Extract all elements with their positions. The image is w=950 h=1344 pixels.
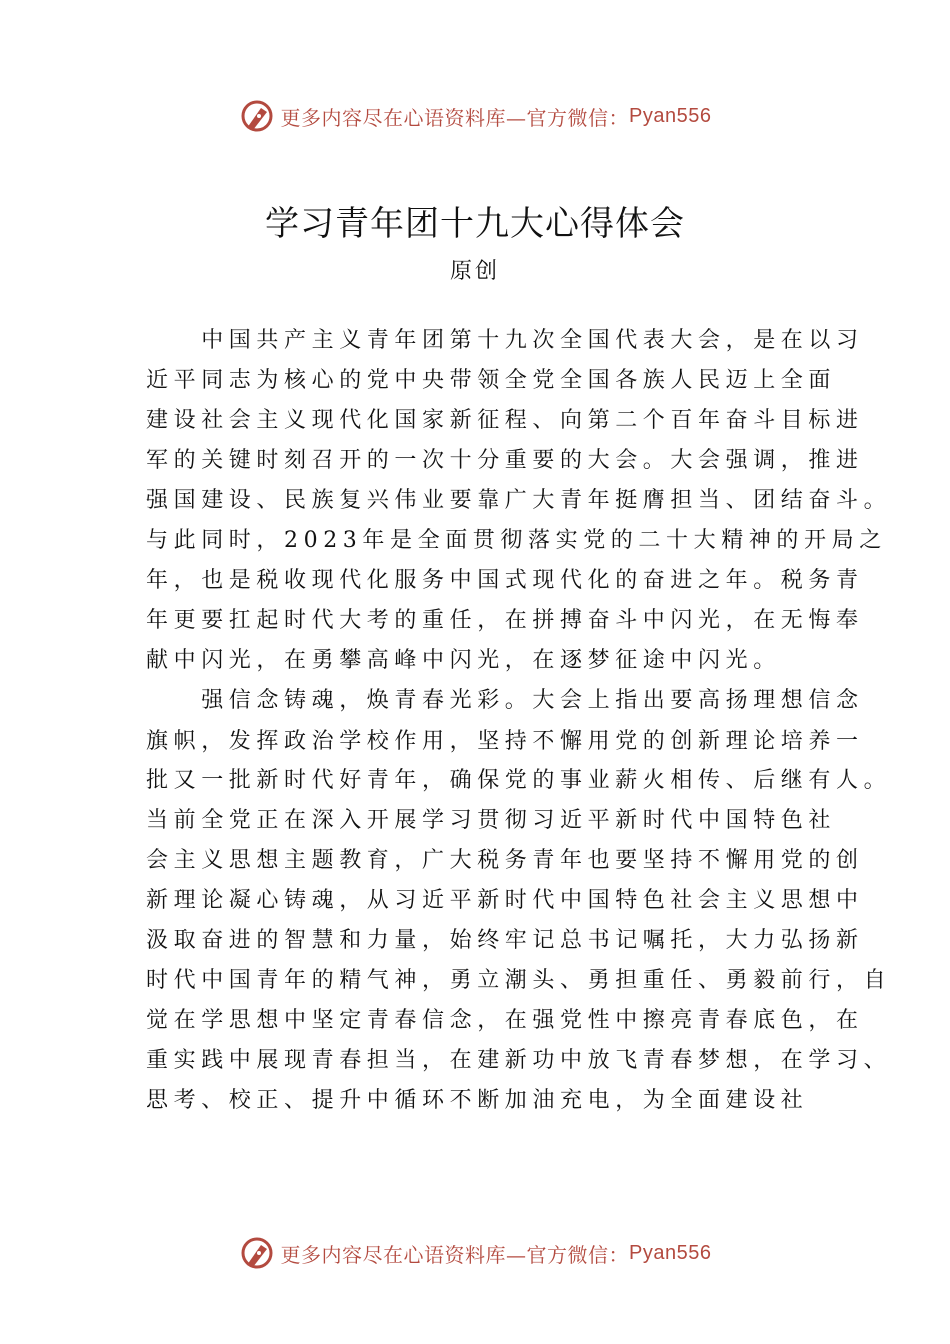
- body-line: 与此同时，2023年是全面贯彻落实党的二十大精神的开局之: [146, 528, 887, 553]
- body-line: 重实践中展现青春担当，在建新功中放飞青春梦想，在学习、: [146, 1048, 892, 1073]
- body-line: 强国建设、民族复兴伟业要靠广大青年挺膺担当、团结奋斗。: [146, 488, 892, 513]
- body-line: 年更要扛起时代大考的重任，在拼搏奋斗中闪光，在无悔奉: [146, 608, 864, 633]
- footer-watermark-banner: [0, 1233, 950, 1273]
- banner-text: 更多内容尽在心语资料库—官方微信：: [280, 105, 630, 130]
- body-line: 汲取奋进的智慧和力量，始终牢记总书记嘱托，大力弘扬新: [146, 928, 864, 953]
- body-line: 当前全党正在深入开展学习贯彻习近平新时代中国特色社: [146, 808, 837, 833]
- banner-wechat-id: Pyan556: [629, 104, 712, 127]
- header-watermark-banner: [0, 96, 950, 136]
- body-line: 会主义思想主题教育，广大税务青年也要坚持不懈用党的创: [146, 848, 864, 873]
- body-line: 旗帜，发挥政治学校作用，坚持不懈用党的创新理论培养一: [146, 729, 864, 754]
- body-line: 近平同志为核心的党中央带领全党全国各族人民迈上全面: [146, 368, 837, 393]
- body-line: 思考、校正、提升中循环不断加油充电，为全面建设社: [146, 1088, 809, 1113]
- document-title: 学习青年团十九大心得体会: [265, 204, 685, 244]
- body-line: 时代中国青年的精气神，勇立潮头、勇担重任、勇毅前行，自: [146, 968, 892, 993]
- document-author: 原创: [449, 259, 500, 284]
- body-line: 建设社会主义现代化国家新征程、向第二个百年奋斗目标进: [146, 408, 864, 433]
- body-line: 批又一批新时代好青年，确保党的事业薪火相传、后继有人。: [146, 768, 892, 793]
- body-line: 献中闪光，在勇攀高峰中闪光，在逐梦征途中闪光。: [146, 648, 781, 673]
- body-line: 中国共产主义青年团第十九次全国代表大会，是在以习: [146, 328, 864, 353]
- body-line: 军的关键时刻召开的一次十分重要的大会。大会强调，推进: [146, 448, 864, 473]
- body-line: 新理论凝心铸魂，从习近平新时代中国特色社会主义思想中: [146, 888, 864, 913]
- body-line: 年，也是税收现代化服务中国式现代化的奋进之年。税务青: [146, 568, 864, 593]
- body-line: 强信念铸魂，焕青春光彩。大会上指出要高扬理想信念: [146, 688, 864, 713]
- pen-nib-logo-icon: [239, 1235, 275, 1271]
- banner-wechat-id: Pyan556: [629, 1241, 712, 1264]
- body-line: 觉在学思想中坚定青春信念，在强党性中擦亮青春底色，在: [146, 1008, 864, 1033]
- pen-nib-logo-icon: [239, 98, 275, 134]
- banner-text: 更多内容尽在心语资料库—官方微信：: [280, 1242, 630, 1267]
